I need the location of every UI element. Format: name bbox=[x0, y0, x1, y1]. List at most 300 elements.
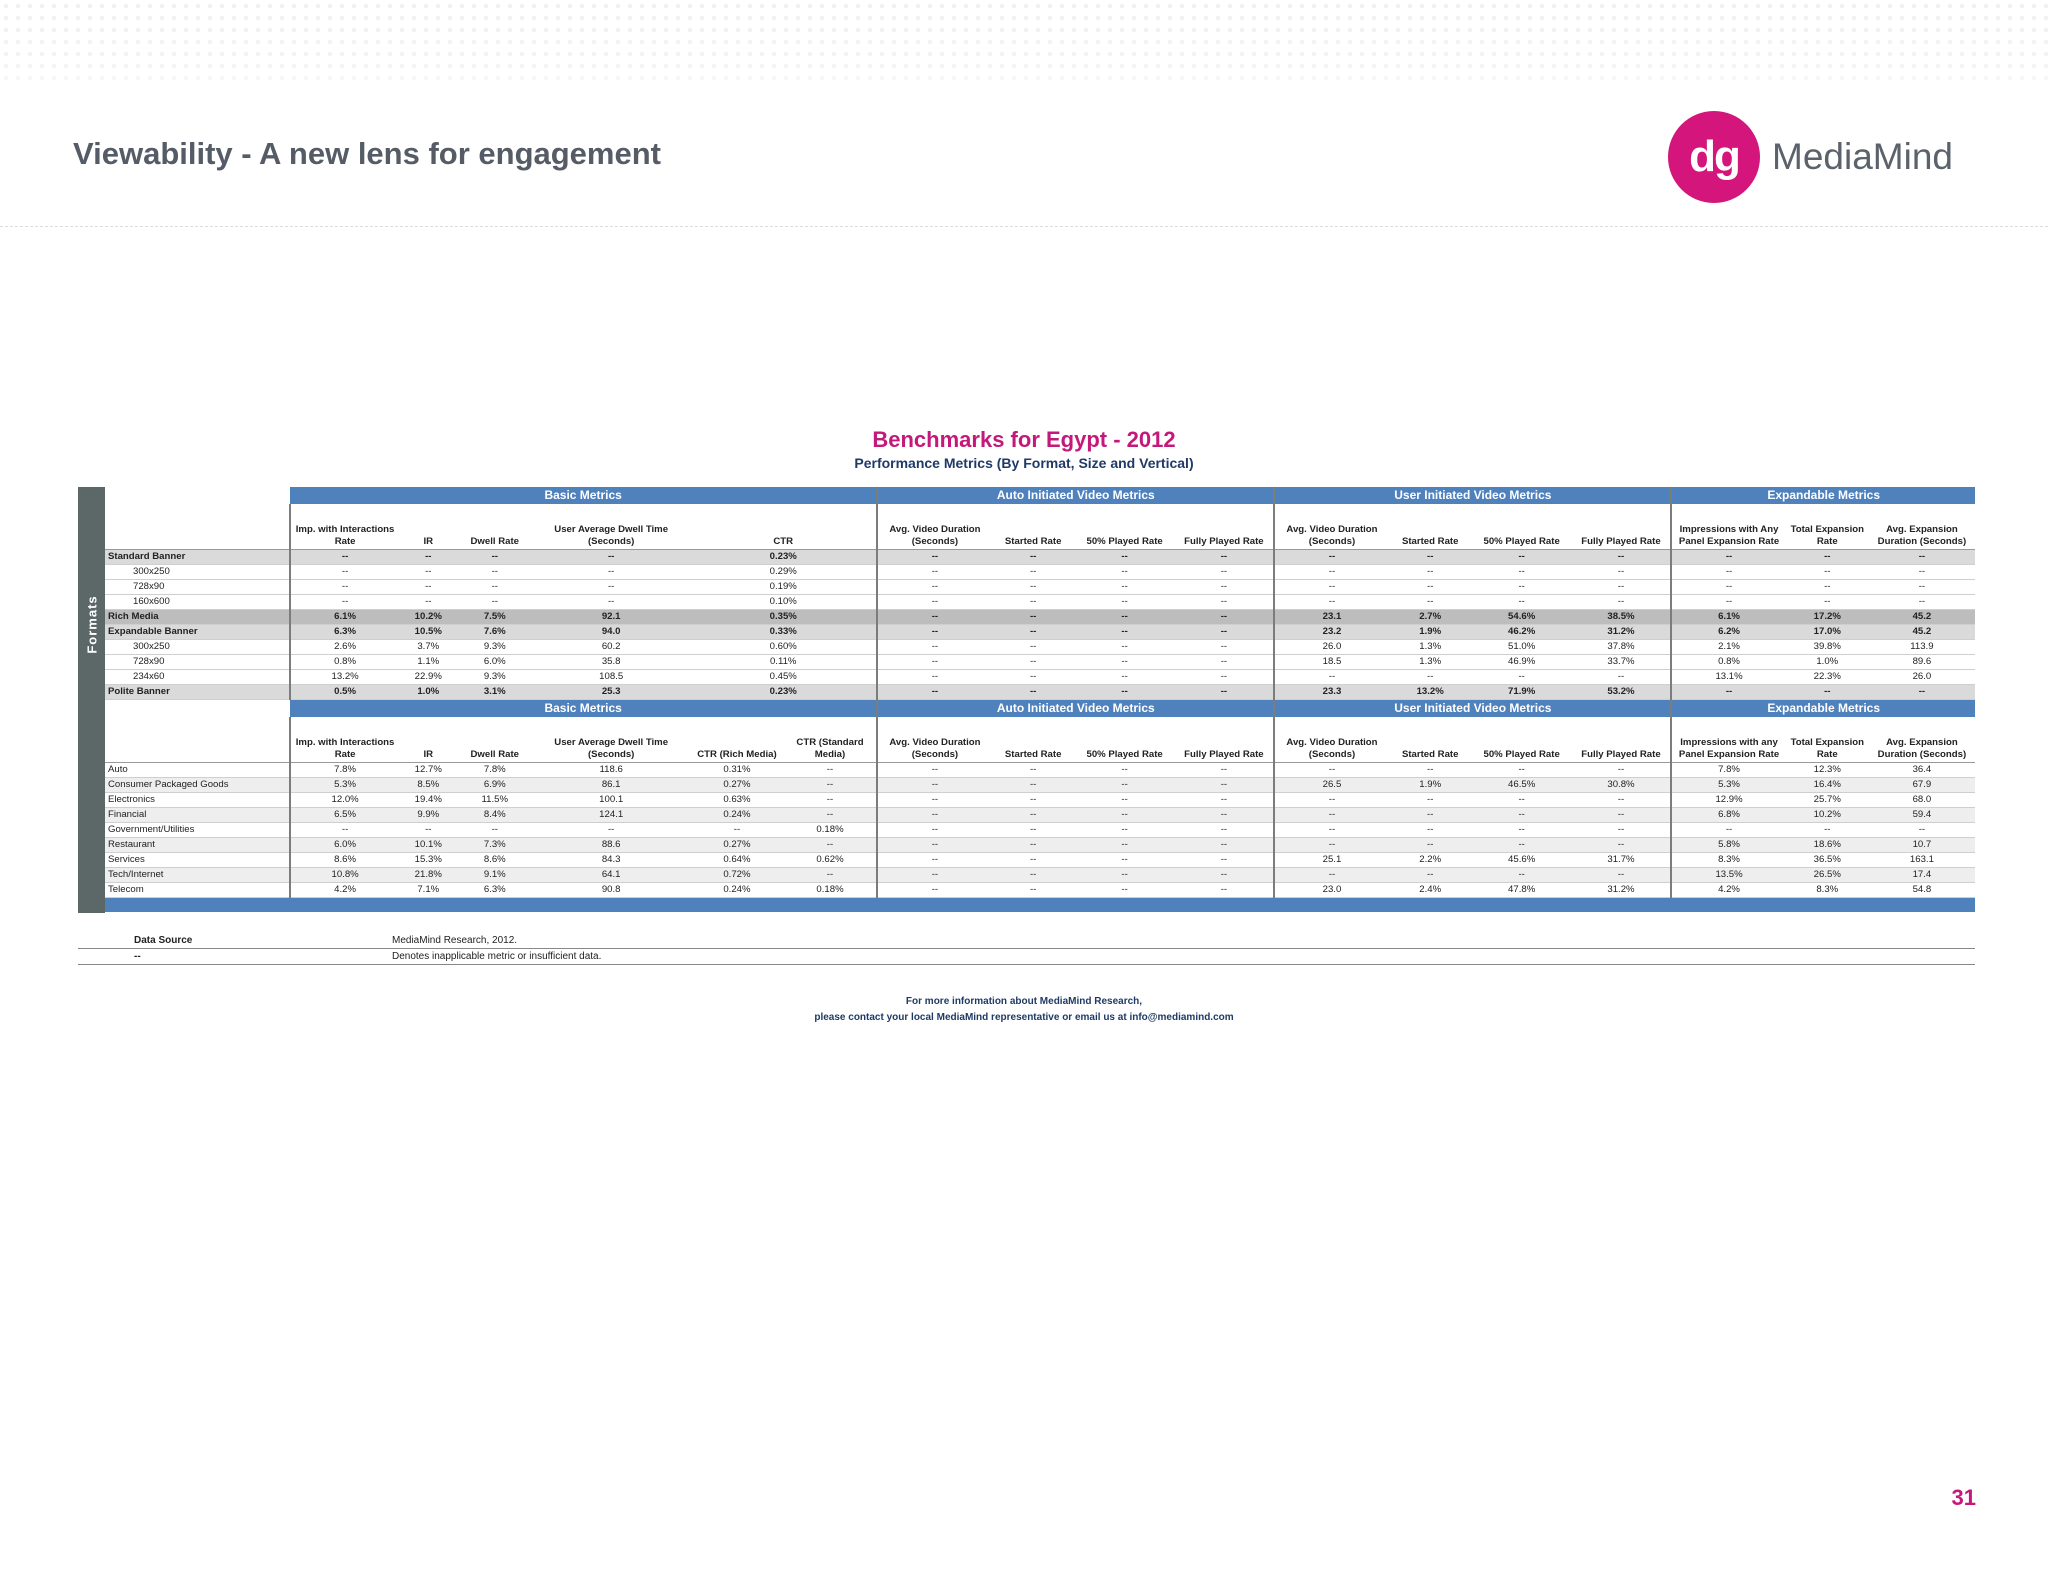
column-header: Fully Played Rate bbox=[1175, 717, 1275, 763]
table-cell: 9.1% bbox=[457, 868, 532, 883]
table-cell: 0.35% bbox=[690, 610, 877, 625]
group-header-3: User Initiated Video Metrics bbox=[1274, 700, 1671, 718]
table-cell: -- bbox=[992, 655, 1075, 670]
table-cell: -- bbox=[399, 580, 457, 595]
column-header: Imp. with Interactions Rate bbox=[290, 504, 399, 550]
table-cell: -- bbox=[1786, 595, 1869, 610]
table-cell: -- bbox=[1175, 565, 1275, 580]
table-cell: -- bbox=[1786, 580, 1869, 595]
table-cell: -- bbox=[1671, 685, 1785, 700]
table-cell: -- bbox=[1274, 580, 1388, 595]
table-cell: 5.8% bbox=[1671, 838, 1785, 853]
table-cell: -- bbox=[290, 580, 399, 595]
table-cell: -- bbox=[1175, 778, 1275, 793]
table-cell: -- bbox=[877, 763, 991, 778]
table-cell: -- bbox=[1274, 565, 1388, 580]
table-cell: 12.0% bbox=[290, 793, 399, 808]
table-cell: -- bbox=[877, 655, 991, 670]
table-cell: -- bbox=[1274, 793, 1388, 808]
table-cell: -- bbox=[1472, 595, 1572, 610]
table-cell: -- bbox=[1572, 580, 1672, 595]
table-cell: 47.8% bbox=[1472, 883, 1572, 898]
logo-text: MediaMind bbox=[1772, 136, 1953, 177]
column-header-row bbox=[105, 504, 1975, 550]
column-header: IR bbox=[399, 717, 457, 763]
table-cell: -- bbox=[1175, 823, 1275, 838]
table-cell: 0.23% bbox=[690, 685, 877, 700]
table-cell: 0.5% bbox=[290, 685, 399, 700]
table-cell: -- bbox=[1869, 823, 1975, 838]
table-cell: 10.2% bbox=[399, 610, 457, 625]
table-cell: -- bbox=[457, 565, 532, 580]
table-cell: 8.4% bbox=[457, 808, 532, 823]
table-cell: 0.45% bbox=[690, 670, 877, 685]
table-cell: -- bbox=[1175, 793, 1275, 808]
column-header: Fully Played Rate bbox=[1175, 504, 1275, 550]
row-label: Government/Utilities bbox=[105, 823, 290, 838]
table-cell: 1.0% bbox=[1786, 655, 1869, 670]
vertical-row bbox=[105, 763, 1975, 778]
header-divider bbox=[0, 226, 2048, 227]
table-cell: -- bbox=[1786, 685, 1869, 700]
dash-note: Denotes inapplicable metric or insufficient data. bbox=[392, 951, 602, 962]
table-cell: -- bbox=[1274, 550, 1388, 565]
table-cell: -- bbox=[1075, 853, 1175, 868]
table-cell: 31.7% bbox=[1572, 853, 1672, 868]
column-header: CTR (Rich Media) bbox=[690, 717, 784, 763]
table-cell: 0.19% bbox=[690, 580, 877, 595]
size-row bbox=[105, 580, 1975, 595]
table-cell: -- bbox=[1175, 685, 1275, 700]
table-cell: -- bbox=[1472, 670, 1572, 685]
metric-group-row bbox=[105, 487, 1975, 504]
table-cell: 64.1 bbox=[532, 868, 690, 883]
table-cell: -- bbox=[290, 823, 399, 838]
column-header: Started Rate bbox=[1389, 717, 1472, 763]
benchmarks-title: Benchmarks for Egypt - 2012 bbox=[872, 427, 1176, 452]
contact-line-2: please contact your local MediaMind representative or email us at info@mediamind.com bbox=[814, 1012, 1234, 1023]
column-header: Avg. Video Duration (Seconds) bbox=[1274, 504, 1388, 550]
row-label: Restaurant bbox=[105, 838, 290, 853]
group-header-1: Basic Metrics bbox=[290, 487, 877, 504]
table-cell: -- bbox=[1274, 808, 1388, 823]
column-header bbox=[105, 717, 290, 763]
table-cell: 45.2 bbox=[1869, 625, 1975, 640]
table-cell: -- bbox=[1274, 823, 1388, 838]
table-cell: -- bbox=[1389, 793, 1472, 808]
table-cell: -- bbox=[457, 550, 532, 565]
table-cell: -- bbox=[1075, 670, 1175, 685]
column-header: Dwell Rate bbox=[457, 717, 532, 763]
table-cell: -- bbox=[1572, 838, 1672, 853]
table-cell: -- bbox=[1389, 550, 1472, 565]
table-cell: -- bbox=[399, 550, 457, 565]
row-label: Standard Banner bbox=[105, 550, 290, 565]
table-cell: 46.9% bbox=[1472, 655, 1572, 670]
column-header: Fully Played Rate bbox=[1572, 504, 1672, 550]
column-header: 50% Played Rate bbox=[1472, 717, 1572, 763]
format-row bbox=[105, 625, 1975, 640]
row-label: 234x60 bbox=[105, 670, 290, 685]
column-header: Started Rate bbox=[1389, 504, 1472, 550]
table-cell: -- bbox=[1671, 823, 1785, 838]
table-cell: -- bbox=[1472, 550, 1572, 565]
table-cell: 12.9% bbox=[1671, 793, 1785, 808]
table-cell: 59.4 bbox=[1869, 808, 1975, 823]
table-cell: 30.8% bbox=[1572, 778, 1672, 793]
table-cell: 8.6% bbox=[290, 853, 399, 868]
column-header: Avg. Video Duration (Seconds) bbox=[1274, 717, 1388, 763]
row-label: Rich Media bbox=[105, 610, 290, 625]
table-cell: -- bbox=[1075, 655, 1175, 670]
table-cell: 39.8% bbox=[1786, 640, 1869, 655]
table-cell: -- bbox=[1075, 625, 1175, 640]
table-cell: -- bbox=[1572, 808, 1672, 823]
table-cell: 7.5% bbox=[457, 610, 532, 625]
table-cell: 90.8 bbox=[532, 883, 690, 898]
table-cell: -- bbox=[1075, 610, 1175, 625]
table-cell: 3.1% bbox=[457, 685, 532, 700]
table-cell: -- bbox=[1869, 565, 1975, 580]
table-cell: 7.3% bbox=[457, 838, 532, 853]
table-cell: 2.4% bbox=[1389, 883, 1472, 898]
table-cell: -- bbox=[1869, 550, 1975, 565]
table-cell: 3.7% bbox=[399, 640, 457, 655]
table-cell: 163.1 bbox=[1869, 853, 1975, 868]
table-cell: -- bbox=[1274, 595, 1388, 610]
table-cell: 18.5 bbox=[1274, 655, 1388, 670]
table-cell: -- bbox=[1389, 838, 1472, 853]
table-cell: -- bbox=[532, 595, 690, 610]
group-header-3: User Initiated Video Metrics bbox=[1274, 487, 1671, 504]
table-cell: -- bbox=[1786, 565, 1869, 580]
table-cell: -- bbox=[1572, 793, 1672, 808]
formats-side-label: Formats bbox=[84, 595, 100, 654]
table-cell: 31.2% bbox=[1572, 883, 1672, 898]
row-label: Services bbox=[105, 853, 290, 868]
table-cell: -- bbox=[1075, 685, 1175, 700]
table-cell: -- bbox=[457, 580, 532, 595]
table-cell: 71.9% bbox=[1472, 685, 1572, 700]
table-cell: 1.1% bbox=[399, 655, 457, 670]
page-number: 31 bbox=[1951, 1485, 1976, 1510]
table-cell: -- bbox=[992, 823, 1075, 838]
row-label: 300x250 bbox=[105, 565, 290, 580]
table-cell: -- bbox=[1175, 670, 1275, 685]
formats-side-bar bbox=[78, 487, 105, 913]
table-cell: -- bbox=[1869, 580, 1975, 595]
table-cell: -- bbox=[1175, 610, 1275, 625]
table-cell: -- bbox=[992, 763, 1075, 778]
table-cell: 0.18% bbox=[784, 883, 878, 898]
size-row bbox=[105, 640, 1975, 655]
table-cell: 23.0 bbox=[1274, 883, 1388, 898]
table-cell: -- bbox=[877, 823, 991, 838]
vertical-row bbox=[105, 853, 1975, 868]
row-label: 728x90 bbox=[105, 655, 290, 670]
dash-symbol: -- bbox=[134, 951, 141, 962]
table-cell: -- bbox=[1175, 838, 1275, 853]
table-cell: 12.3% bbox=[1786, 763, 1869, 778]
table-cell: 0.31% bbox=[690, 763, 784, 778]
table-cell: 6.5% bbox=[290, 808, 399, 823]
column-header: Impressions with any Panel Expansion Rate bbox=[1671, 717, 1785, 763]
table-cell: -- bbox=[992, 580, 1075, 595]
table-cell: -- bbox=[1075, 640, 1175, 655]
group-header-1: Basic Metrics bbox=[290, 700, 877, 718]
table-cell: 8.3% bbox=[1671, 853, 1785, 868]
row-label: 300x250 bbox=[105, 640, 290, 655]
column-header: Total Expansion Rate bbox=[1786, 717, 1869, 763]
table-cell: -- bbox=[992, 550, 1075, 565]
table-cell: -- bbox=[877, 550, 991, 565]
table-cell: 26.5 bbox=[1274, 778, 1388, 793]
table-cell: 6.0% bbox=[457, 655, 532, 670]
table-cell: -- bbox=[1075, 580, 1175, 595]
table-cell: -- bbox=[784, 838, 878, 853]
table-cell: 0.63% bbox=[690, 793, 784, 808]
table-cell: -- bbox=[290, 565, 399, 580]
logo-mark: dg bbox=[1668, 111, 1760, 203]
table-cell: 1.0% bbox=[399, 685, 457, 700]
page-title: Viewability - A new lens for engagement bbox=[73, 136, 661, 171]
table-cell: -- bbox=[1075, 868, 1175, 883]
table-cell: -- bbox=[1472, 823, 1572, 838]
table-cell: 1.3% bbox=[1389, 655, 1472, 670]
table-cell: 10.7 bbox=[1869, 838, 1975, 853]
table-cell: -- bbox=[1572, 763, 1672, 778]
table-cell: -- bbox=[992, 610, 1075, 625]
table-cell: -- bbox=[690, 823, 784, 838]
table-cell: 26.0 bbox=[1869, 670, 1975, 685]
table-cell: -- bbox=[784, 763, 878, 778]
format-row bbox=[105, 685, 1975, 700]
table-cell: -- bbox=[399, 565, 457, 580]
table-cell: -- bbox=[877, 595, 991, 610]
table-cell: 9.3% bbox=[457, 670, 532, 685]
table-cell: -- bbox=[877, 580, 991, 595]
table-cell: -- bbox=[1175, 655, 1275, 670]
table-cell: -- bbox=[532, 823, 690, 838]
table-cell: -- bbox=[532, 580, 690, 595]
table-cell: -- bbox=[1274, 670, 1388, 685]
table-cell: -- bbox=[992, 808, 1075, 823]
table-cell: -- bbox=[877, 778, 991, 793]
table-cell: 6.1% bbox=[290, 610, 399, 625]
table-cell: -- bbox=[1175, 883, 1275, 898]
column-header: CTR bbox=[690, 504, 877, 550]
table-cell: -- bbox=[1075, 808, 1175, 823]
table-cell: 19.4% bbox=[399, 793, 457, 808]
table-cell: -- bbox=[1572, 550, 1672, 565]
table-cell: -- bbox=[1671, 595, 1785, 610]
table-cell: -- bbox=[1472, 565, 1572, 580]
group-header-blank bbox=[105, 700, 290, 718]
row-label: Financial bbox=[105, 808, 290, 823]
format-row bbox=[105, 610, 1975, 625]
column-header-row bbox=[105, 717, 1975, 763]
table-cell: -- bbox=[1075, 793, 1175, 808]
table-cell: -- bbox=[1175, 595, 1275, 610]
mediamind-logo bbox=[1668, 111, 1953, 203]
size-row bbox=[105, 565, 1975, 580]
table-cell: 5.3% bbox=[1671, 778, 1785, 793]
table-cell: 54.6% bbox=[1472, 610, 1572, 625]
row-label: Polite Banner bbox=[105, 685, 290, 700]
benchmarks-table-wrapper bbox=[78, 487, 1975, 913]
table-cell: -- bbox=[877, 610, 991, 625]
column-header: 50% Played Rate bbox=[1472, 504, 1572, 550]
table-cell: 23.3 bbox=[1274, 685, 1388, 700]
table-cell: 26.0 bbox=[1274, 640, 1388, 655]
row-label: 160x600 bbox=[105, 595, 290, 610]
row-label: 728x90 bbox=[105, 580, 290, 595]
vertical-row bbox=[105, 883, 1975, 898]
table-cell: -- bbox=[1472, 763, 1572, 778]
table-cell: 6.0% bbox=[290, 838, 399, 853]
table-cell: -- bbox=[1175, 853, 1275, 868]
table-cell: -- bbox=[1389, 595, 1472, 610]
vertical-row bbox=[105, 838, 1975, 853]
table-cell: -- bbox=[992, 640, 1075, 655]
table-cell: -- bbox=[1274, 763, 1388, 778]
table-cell: -- bbox=[1075, 550, 1175, 565]
table-cell: 9.3% bbox=[457, 640, 532, 655]
table-cell: 0.64% bbox=[690, 853, 784, 868]
table-cell: 0.8% bbox=[1671, 655, 1785, 670]
group-header-4: Expandable Metrics bbox=[1671, 700, 1975, 718]
table-cell: 2.2% bbox=[1389, 853, 1472, 868]
contact-line-1: For more information about MediaMind Research, bbox=[905, 996, 1143, 1007]
table-cell: 84.3 bbox=[532, 853, 690, 868]
table-cell: 2.6% bbox=[290, 640, 399, 655]
vertical-row bbox=[105, 793, 1975, 808]
table-cell: 124.1 bbox=[532, 808, 690, 823]
table-cell: 11.5% bbox=[457, 793, 532, 808]
table-cell: -- bbox=[457, 823, 532, 838]
table-cell: 16.4% bbox=[1786, 778, 1869, 793]
table-cell: 54.8 bbox=[1869, 883, 1975, 898]
table-cell: 0.8% bbox=[290, 655, 399, 670]
table-cell: 0.24% bbox=[690, 808, 784, 823]
table-cell: 7.8% bbox=[290, 763, 399, 778]
table-cell: 13.2% bbox=[290, 670, 399, 685]
vertical-row bbox=[105, 778, 1975, 793]
table-cell: -- bbox=[784, 868, 878, 883]
table-cell: 36.4 bbox=[1869, 763, 1975, 778]
table-cell: -- bbox=[399, 823, 457, 838]
table-cell: -- bbox=[1389, 670, 1472, 685]
data-source-value: MediaMind Research, 2012. bbox=[392, 935, 518, 946]
table-cell: -- bbox=[1786, 823, 1869, 838]
table-cell: 13.2% bbox=[1389, 685, 1472, 700]
table-cell: 5.3% bbox=[290, 778, 399, 793]
table-cell: 18.6% bbox=[1786, 838, 1869, 853]
column-header: Started Rate bbox=[992, 717, 1075, 763]
table-cell: -- bbox=[1075, 763, 1175, 778]
vertical-row bbox=[105, 868, 1975, 883]
size-row bbox=[105, 655, 1975, 670]
column-header: 50% Played Rate bbox=[1075, 504, 1175, 550]
table-cell: 9.9% bbox=[399, 808, 457, 823]
vertical-row bbox=[105, 823, 1975, 838]
table-cell: 94.0 bbox=[532, 625, 690, 640]
size-row bbox=[105, 595, 1975, 610]
table-cell: -- bbox=[457, 595, 532, 610]
table-cell: -- bbox=[992, 565, 1075, 580]
table-cell: 7.8% bbox=[1671, 763, 1785, 778]
table-cell: 4.2% bbox=[290, 883, 399, 898]
contact-info bbox=[0, 994, 2048, 1026]
row-label: Electronics bbox=[105, 793, 290, 808]
column-header: CTR (Standard Media) bbox=[784, 717, 878, 763]
row-label: Consumer Packaged Goods bbox=[105, 778, 290, 793]
column-header: Dwell Rate bbox=[457, 504, 532, 550]
table-cell: -- bbox=[1572, 565, 1672, 580]
column-header: Avg. Video Duration (Seconds) bbox=[877, 504, 991, 550]
table-cell: -- bbox=[1389, 565, 1472, 580]
table-cell: -- bbox=[877, 883, 991, 898]
table-cell: 1.9% bbox=[1389, 625, 1472, 640]
vertical-row bbox=[105, 808, 1975, 823]
table-cell: -- bbox=[1389, 868, 1472, 883]
table-cell: 88.6 bbox=[532, 838, 690, 853]
table-cell: 23.1 bbox=[1274, 610, 1388, 625]
table-cell: 86.1 bbox=[532, 778, 690, 793]
table-cell: 8.6% bbox=[457, 853, 532, 868]
table-cell: -- bbox=[877, 853, 991, 868]
table-cell: -- bbox=[784, 793, 878, 808]
table-cell: 7.1% bbox=[399, 883, 457, 898]
table-cell: -- bbox=[1175, 808, 1275, 823]
table-cell: 0.24% bbox=[690, 883, 784, 898]
column-header: Started Rate bbox=[992, 504, 1075, 550]
table-cell: -- bbox=[1472, 868, 1572, 883]
table-cell: -- bbox=[877, 808, 991, 823]
table-cell: -- bbox=[877, 838, 991, 853]
table-cell: -- bbox=[1572, 670, 1672, 685]
table-cell: -- bbox=[992, 853, 1075, 868]
table-cell: 23.2 bbox=[1274, 625, 1388, 640]
table-cell: 6.8% bbox=[1671, 808, 1785, 823]
table-cell: -- bbox=[992, 868, 1075, 883]
table-cell: -- bbox=[1175, 580, 1275, 595]
table-cell: 26.5% bbox=[1786, 868, 1869, 883]
data-source-row bbox=[78, 933, 1975, 949]
table-cell: -- bbox=[1075, 823, 1175, 838]
table-cell: -- bbox=[532, 565, 690, 580]
table-cell: -- bbox=[1274, 868, 1388, 883]
table-cell: -- bbox=[1472, 838, 1572, 853]
table-cell: 25.3 bbox=[532, 685, 690, 700]
table-cell: -- bbox=[1389, 763, 1472, 778]
column-header: Fully Played Rate bbox=[1572, 717, 1672, 763]
table-cell: 6.1% bbox=[1671, 610, 1785, 625]
table-cell: 2.7% bbox=[1389, 610, 1472, 625]
table-cell: -- bbox=[1175, 640, 1275, 655]
data-source-label: Data Source bbox=[134, 935, 193, 946]
table-cell: 8.3% bbox=[1786, 883, 1869, 898]
table-cell: 7.8% bbox=[457, 763, 532, 778]
table-cell: -- bbox=[1075, 565, 1175, 580]
table-cell: 0.23% bbox=[690, 550, 877, 565]
table-cell: 13.5% bbox=[1671, 868, 1785, 883]
table-cell: 10.1% bbox=[399, 838, 457, 853]
table-cell: -- bbox=[992, 670, 1075, 685]
table-cell: 17.2% bbox=[1786, 610, 1869, 625]
table-cell: -- bbox=[1572, 868, 1672, 883]
table-cell: 0.11% bbox=[690, 655, 877, 670]
